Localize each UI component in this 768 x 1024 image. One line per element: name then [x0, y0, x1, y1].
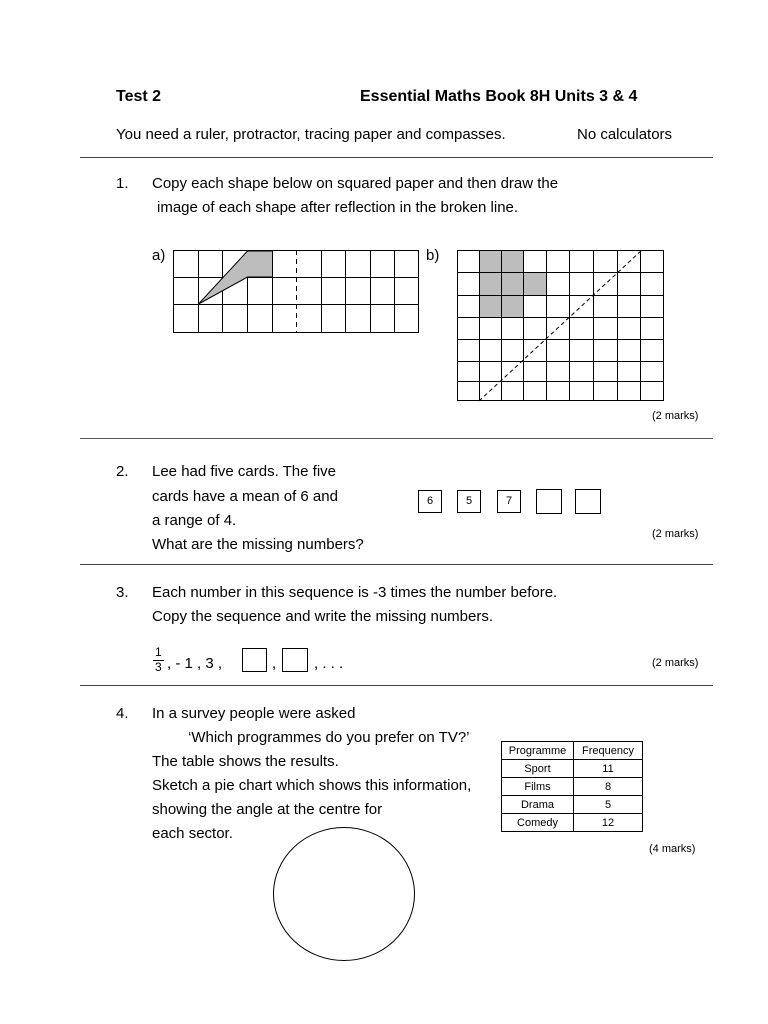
table-cell: 11 [574, 760, 643, 778]
divider [80, 438, 713, 439]
table-header-programme: Programme [502, 742, 574, 760]
calculator-note: No calculators [577, 126, 673, 143]
q1a-grid-figure [173, 250, 421, 334]
q1-text-line1: Copy each shape below on squared paper and then draw the [152, 175, 559, 192]
divider [80, 564, 713, 565]
q2-text-line3: a range of 4. [152, 512, 237, 529]
divider [80, 157, 713, 158]
fraction-numerator: 1 [155, 645, 162, 659]
test-label: Test 2 [116, 88, 162, 105]
table-cell: Sport [502, 760, 574, 778]
q1-marks: (2 marks) [652, 410, 699, 422]
q2-text-line2: cards have a mean of 6 and [152, 488, 338, 505]
divider [80, 685, 713, 686]
equipment-note: You need a ruler, protractor, tracing paper and compasses. [116, 126, 506, 143]
table-cell: 12 [574, 814, 643, 832]
table-row [502, 760, 643, 778]
table-cell: Films [502, 778, 574, 796]
q4-marks: (4 marks) [649, 843, 696, 855]
q4-text-line6: each sector. [152, 825, 233, 842]
fraction-denominator: 3 [155, 660, 162, 674]
pie-chart-circle [272, 826, 418, 962]
card-2: 5 [457, 490, 481, 513]
table-row [502, 778, 643, 796]
q1b-grid-figure [457, 250, 665, 402]
q3-text-line1: Each number in this sequence is -3 times the number before. [152, 584, 558, 601]
table-cell: 8 [574, 778, 643, 796]
table-cell: Drama [502, 796, 574, 814]
table-row [502, 796, 643, 814]
card-1: 6 [418, 490, 442, 513]
q2-text-line4: What are the missing numbers? [152, 536, 364, 553]
sequence-answer-box-1-outline [242, 648, 267, 672]
table-cell: Comedy [502, 814, 574, 832]
table-row [502, 814, 643, 832]
sequence-terms: , - 1 , 3 , [167, 655, 223, 672]
q4-number: 4. [116, 705, 129, 722]
q4-text-line5: showing the angle at the centre for [152, 801, 383, 818]
q4-text-line2: ‘Which programmes do you prefer on TV?’ [188, 729, 470, 746]
sequence-ellipsis: , . . . [314, 655, 344, 672]
q1-text-line2: image of each shape after reflection in the broken line. [157, 199, 519, 216]
q4-text-line1: In a survey people were asked [152, 705, 356, 722]
q3-text-line2: Copy the sequence and write the missing numbers. [152, 608, 494, 625]
card-4-blank [536, 489, 562, 514]
sequence-separator: , [272, 655, 277, 672]
q4-text-line3: The table shows the results. [152, 753, 339, 770]
frequency-table [501, 741, 643, 832]
q4-text-line4: Sketch a pie chart which shows this information, [152, 777, 472, 794]
sequence-answer-box-2[interactable] [282, 648, 308, 672]
q2-text-line1: Lee had five cards. The five [152, 463, 336, 480]
q3-marks: (2 marks) [652, 657, 699, 669]
card-5-blank [575, 489, 601, 514]
q1-number: 1. [116, 175, 129, 192]
q2-marks: (2 marks) [652, 528, 699, 540]
table-cell: 5 [574, 796, 643, 814]
table-header-frequency: Frequency [574, 742, 643, 760]
q3-number: 3. [116, 584, 129, 601]
q1-label-b: b) [426, 247, 440, 264]
table-header-row [502, 742, 643, 760]
book-title: Essential Maths Book 8H Units 3 & 4 [360, 88, 638, 105]
q1-label-a: a) [152, 247, 166, 264]
q2-number: 2. [116, 463, 129, 480]
card-3: 7 [497, 490, 521, 513]
